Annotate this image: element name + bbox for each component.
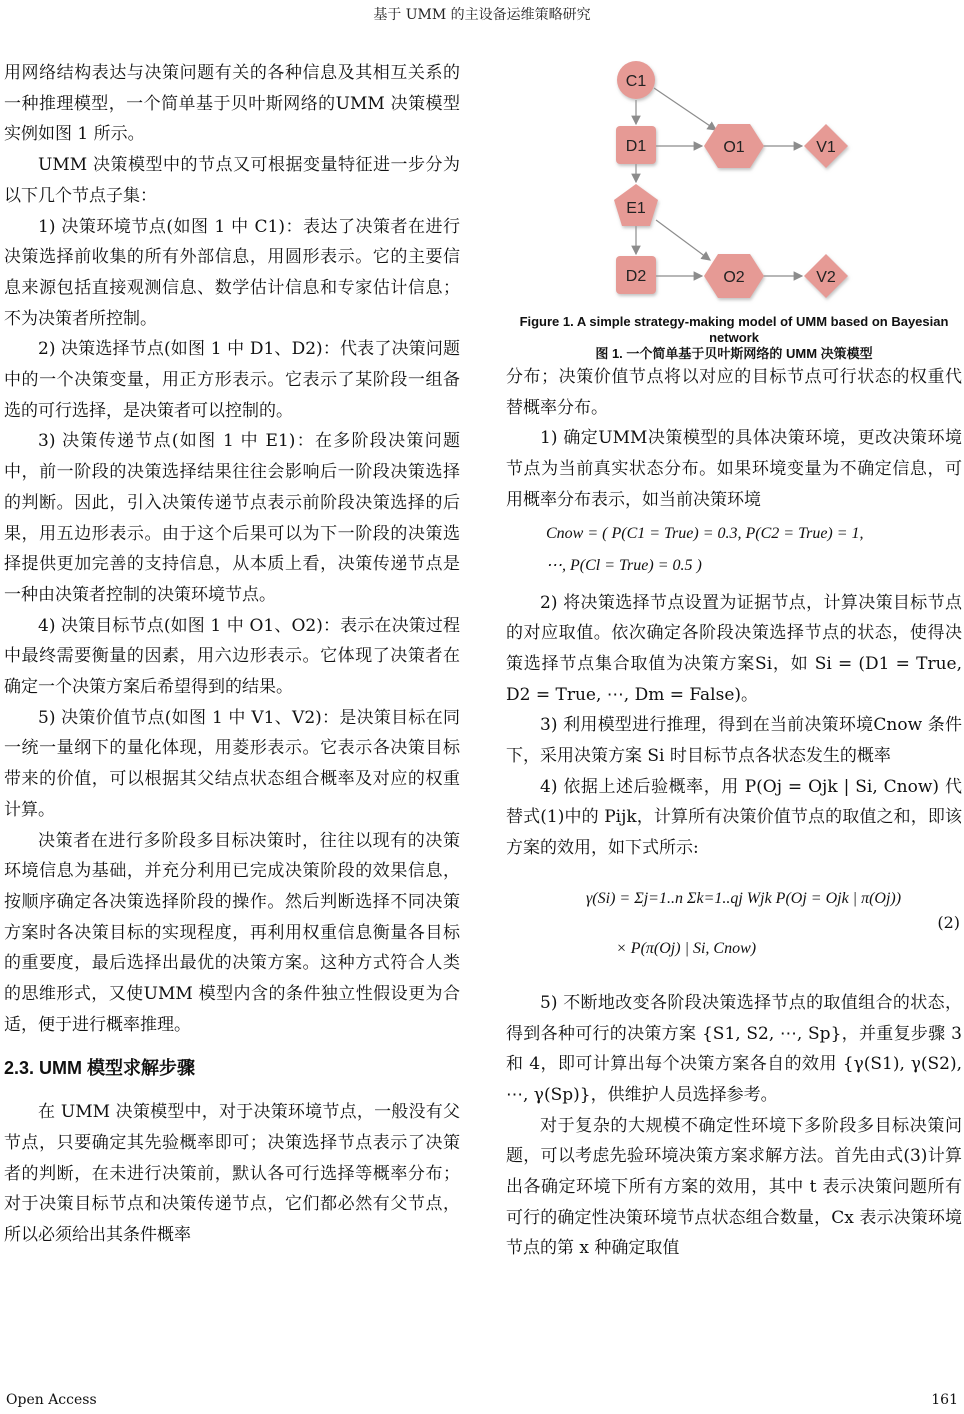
equation-line: γ(Si) = Σj=1..n Σk=1..qj Wjk P(Oj = Ojk | π(Oj)) — [586, 889, 902, 907]
d1-label: D1 — [625, 138, 647, 155]
formula-line: Cnow = ( P(C1 = True) = 0.3, P(C2 = True) = 1, — [546, 524, 864, 542]
equation-line: × P(π(Oj) | Si, Cnow) — [616, 939, 757, 957]
figure-caption-cn: 图 1. 一个简单基于贝叶斯网络的 UMM 决策模型 — [595, 346, 873, 361]
paragraph: 在 UMM 决策模型中，对于决策环境节点，一般没有父节点，只要确定其先验概率即可；决策选择节点表示了决策者的判断，在未进行决策前，默认各可行选择等概率分布；对于决策目标节点和决策传递节点，它们都必然有父节点，所以必须给出其条件概率 — [4, 1102, 460, 1246]
edge-c1-o1 — [654, 88, 716, 130]
paragraph: 5) 决策价值节点(如图 1 中 V1、V2)：是决策目标在同一统一量纲下的量化体现，用菱形表示。它表示各决策目标带来的价值，可以根据其父结点状态组合概率及对应的权重计算。 — [4, 707, 460, 820]
paragraph: 4) 决策目标节点(如图 1 中 O1、O2)：表示在决策过程中最终需要衡量的因素，用六边形表示。它体现了决策者在确定一个决策方案后希望得到的结果。 — [4, 615, 460, 698]
paragraph: 用网络结构表达与决策问题有关的各种信息及其相互关系的一种推理模型，一个简单基于贝叶斯网络的UMM 决策模型实例如图 1 所示。 — [4, 63, 460, 145]
section-heading: 2.3. UMM 模型求解步骤 — [4, 1057, 196, 1078]
equation-number: (2) — [937, 912, 960, 932]
paragraph: UMM 决策模型中的节点又可根据变量特征进一步分为以下几个节点子集： — [4, 155, 460, 206]
paragraph: 3) 利用模型进行推理，得到在当前决策环境Cnow 条件下，采用决策方案 Si 时目标节点各状态发生的概率 — [506, 715, 962, 767]
v2-label: V2 — [816, 269, 836, 286]
paragraph: 1) 确定UMM决策模型的具体决策环境，更改决策环境节点为当前真实状态分布。如果环境变量为不确定信息，可用概率分布表示，如当前决策环境 — [506, 428, 962, 510]
paragraph: 对于复杂的大规模不确定性环境下多阶段多目标决策问题，可以考虑先验环境决策方案求解方法。首先由式(3)计算出各确定环境下所有方案的效用，其中 t 表示决策问题所有可行的确定性决策环境节点状态组合数量，Cx 表示决策环境节点的第 x 种确定取值 — [506, 1115, 962, 1259]
paragraph: 4) 依据上述后验概率，用 P(Oj = Ojk | Si, Cnow) 代替式(1)中的 Pijk，计算所有决策价值节点的取值之和，即该方案的效用，如下式所示: — [506, 776, 962, 859]
o1-label: O1 — [723, 139, 745, 156]
paragraph: 5) 不断地改变各阶段决策选择节点的取值组合的状态，得到各种可行的决策方案 {S1, S2, ⋯, Sp}，并重复步骤 3 和 4，即可计算出每个决策方案各自的效用 {γ(S1), γ(S2), ⋯, γ(Sp)}，供维护人员选择参考。 — [506, 992, 962, 1105]
paragraph: 分布；决策价值节点将以对应的目标节点可行状态的权重代替概率分布。 — [506, 367, 962, 418]
formula-cnow — [546, 518, 962, 582]
page-number: 161 — [931, 1392, 958, 1408]
c1-label: C1 — [625, 73, 647, 90]
equation-2 — [506, 868, 962, 980]
o2-label: O2 — [723, 269, 745, 286]
footer-open-access: Open Access — [6, 1392, 97, 1408]
paragraph: 2) 决策选择节点(如图 1 中 D1、D2)：代表了决策问题中的一个决策变量，用正方形表示。它表示了某阶段一组备选的可行选择，是决策者可以控制的。 — [4, 339, 460, 421]
bayesian-network-diagram — [506, 60, 962, 314]
edge-e1-o2 — [656, 220, 710, 260]
d2-label: D2 — [625, 268, 647, 285]
paragraph: 1) 决策环境节点(如图 1 中 C1)：表达了决策者在进行决策选择前收集的所有外部信息，用圆形表示。它的主要信息来源包括直接观测信息、数学估计信息和专家估计信息；不为决策者所控制。 — [4, 216, 460, 329]
formula-line: ⋯, P(Cl = True) = 0.5 ) — [546, 556, 702, 574]
running-header: 基于 UMM 的主设备运维策略研究 — [373, 7, 591, 23]
paragraph: 3) 决策传递节点(如图 1 中 E1)：在多阶段决策问题中，前一阶段的决策选择结果往往会影响后一阶段决策选择的判断。因此，引入决策传递节点表示前阶段决策选择的后果，用五边形表示。由于这个后果可以为下一阶段的决策选择提供更加完善的支持信息，从本质上看，决策传递节点是一种由决策者控制的决策环境节点。 — [4, 431, 460, 605]
paragraph: 决策者在进行多阶段多目标决策时，往往以现有的决策环境信息为基础，并充分利用已完成决策阶段的效果信息，按顺序确定各决策选择阶段的操作。然后判断选择不同决策方案时各决策目标的实现程度，再利用权重信息衡量各目标的重要度，最后选择出最优的决策方案。这种方式符合人类的思维形式，又使UMM 模型内含的条件独立性假设更为合适，便于进行概率推理。 — [4, 830, 460, 1035]
v1-label: V1 — [816, 139, 836, 156]
left-column — [4, 58, 460, 1251]
right-column — [506, 58, 962, 1264]
e1-label: E1 — [626, 200, 646, 217]
paragraph: 2) 将决策选择节点设置为证据节点，计算决策目标节点的对应取值。依次确定各阶段决策选择节点的状态，使得决策选择节点集合取值为决策方案Si，如 Si = (D1 = True, D2 = True, ⋯, Dm = False)。 — [506, 592, 962, 705]
figure-caption-en: Figure 1. A simple strategy-making model of UMM based on Bayesian network — [519, 314, 949, 345]
figure-1 — [506, 60, 962, 314]
